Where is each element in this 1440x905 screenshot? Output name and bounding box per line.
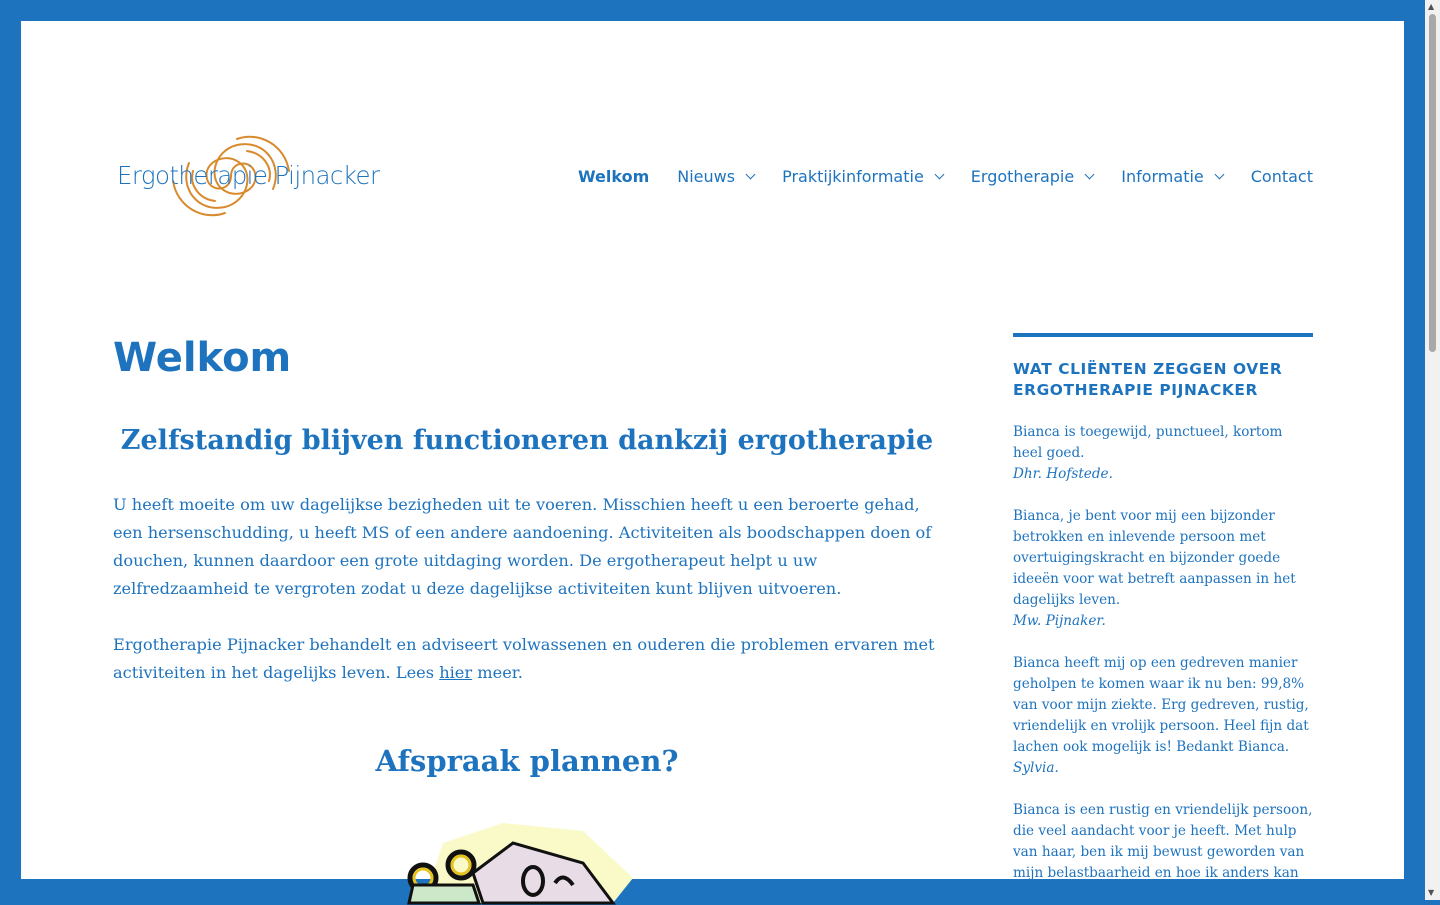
page-frame	[21, 21, 1404, 902]
nav-item-praktijkinformatie[interactable]	[782, 167, 943, 186]
nav-item-nieuws[interactable]	[677, 167, 754, 186]
testimonial-author: Sylvia.	[1013, 760, 1059, 776]
testimonial-author: Dhr. Hofstede.	[1013, 466, 1113, 482]
testimonial	[1013, 422, 1313, 485]
vertical-scrollbar[interactable]	[1425, 0, 1440, 900]
subheading: Zelfstandig blijven functioneren dankzij ergotherapie	[120, 425, 934, 456]
nav-label: Informatie	[1121, 167, 1204, 186]
testimonials-title: WAT CLIËNTEN ZEGGEN OVER ERGOTHERAPIE PIJNACKER	[1013, 360, 1283, 399]
site-logo[interactable]	[113, 121, 380, 231]
testimonial-text: Bianca is toegewijd, punctueel, kortom heel goed.	[1013, 424, 1283, 461]
nav-label: Contact	[1250, 167, 1313, 186]
chevron-down-icon	[934, 170, 944, 180]
nav-label: Welkom	[577, 167, 650, 186]
agenda-clipart-icon	[383, 823, 683, 903]
read-more-link[interactable]: hier	[439, 663, 473, 682]
scrollbar-thumb[interactable]	[1429, 14, 1436, 352]
testimonial	[1013, 506, 1313, 632]
chevron-down-icon	[1085, 170, 1095, 180]
testimonial-text: Bianca is een rustig en vriendelijk persoon, die veel aandacht voor je heeft. Met hulp van haar, ben ik mij bewust geworden van mijn belastbaarheid en hoe ik anders kan omgaan	[1013, 802, 1313, 902]
scroll-down-arrow-icon[interactable]: ▼	[1428, 888, 1435, 897]
main-content	[113, 333, 941, 781]
chevron-down-icon	[746, 170, 756, 180]
testimonial	[1013, 653, 1313, 779]
page-title: Welkom	[113, 335, 292, 381]
nav-item-contact[interactable]	[1251, 167, 1313, 186]
chevron-down-icon	[1214, 170, 1224, 180]
nav-item-welkom[interactable]	[578, 167, 649, 186]
logo-text: Ergotherapie Pijnacker	[117, 161, 380, 190]
about-text-before: Ergotherapie Pijnacker behandelt en adviseert volwassenen en ouderen die problemen ervaren met activiteiten in het dagelijks leven. Lees	[113, 635, 935, 682]
testimonial	[1013, 800, 1313, 905]
nav-label: Ergotherapie	[970, 167, 1075, 186]
nav-item-ergotherapie[interactable]	[971, 167, 1093, 186]
sidebar-divider	[1013, 333, 1313, 337]
appointment-heading: Afspraak plannen?	[375, 744, 679, 778]
testimonial-author: Mw. Pijnaker.	[1013, 613, 1106, 629]
sidebar	[1013, 333, 1313, 905]
scroll-up-arrow-icon[interactable]: ▲	[1428, 2, 1435, 11]
about-paragraph	[113, 631, 941, 687]
testimonial-text: Bianca heeft mij op een gedreven manier geholpen te komen waar ik nu ben: 99,8% van voor mijn ziekte. Erg gedreven, rustig, vriendelijk en vrolijk persoon. Heel fijn dat lachen ook mogelijk is! Bedankt Bianca.	[1013, 655, 1309, 755]
testimonial-text: Bianca, je bent voor mij een bijzonder betrokken en inlevende persoon met overtuigingskracht en bijzonder goede ideeën voor wat betreft aanpassen in het dagelijks leven.	[1013, 508, 1296, 608]
nav-label: Praktijkinformatie	[782, 167, 924, 186]
about-text-after: meer.	[472, 663, 523, 682]
intro-paragraph: U heeft moeite om uw dagelijkse bezigheden uit te voeren. Misschien heeft u een beroerte gehad, een hersenschudding, u heeft MS of een andere aandoening. Activiteiten als boodschappen doen of douchen, kunnen daardoor een grote uitdaging worden. De ergotherapeut helpt u uw zelfredzaamheid te vergroten zodat u deze dagelijkse activiteiten kunt blijven uitvoeren.	[113, 495, 932, 598]
main-navigation	[578, 167, 1313, 186]
nav-label: Nieuws	[677, 167, 736, 186]
nav-item-informatie[interactable]	[1121, 167, 1223, 186]
